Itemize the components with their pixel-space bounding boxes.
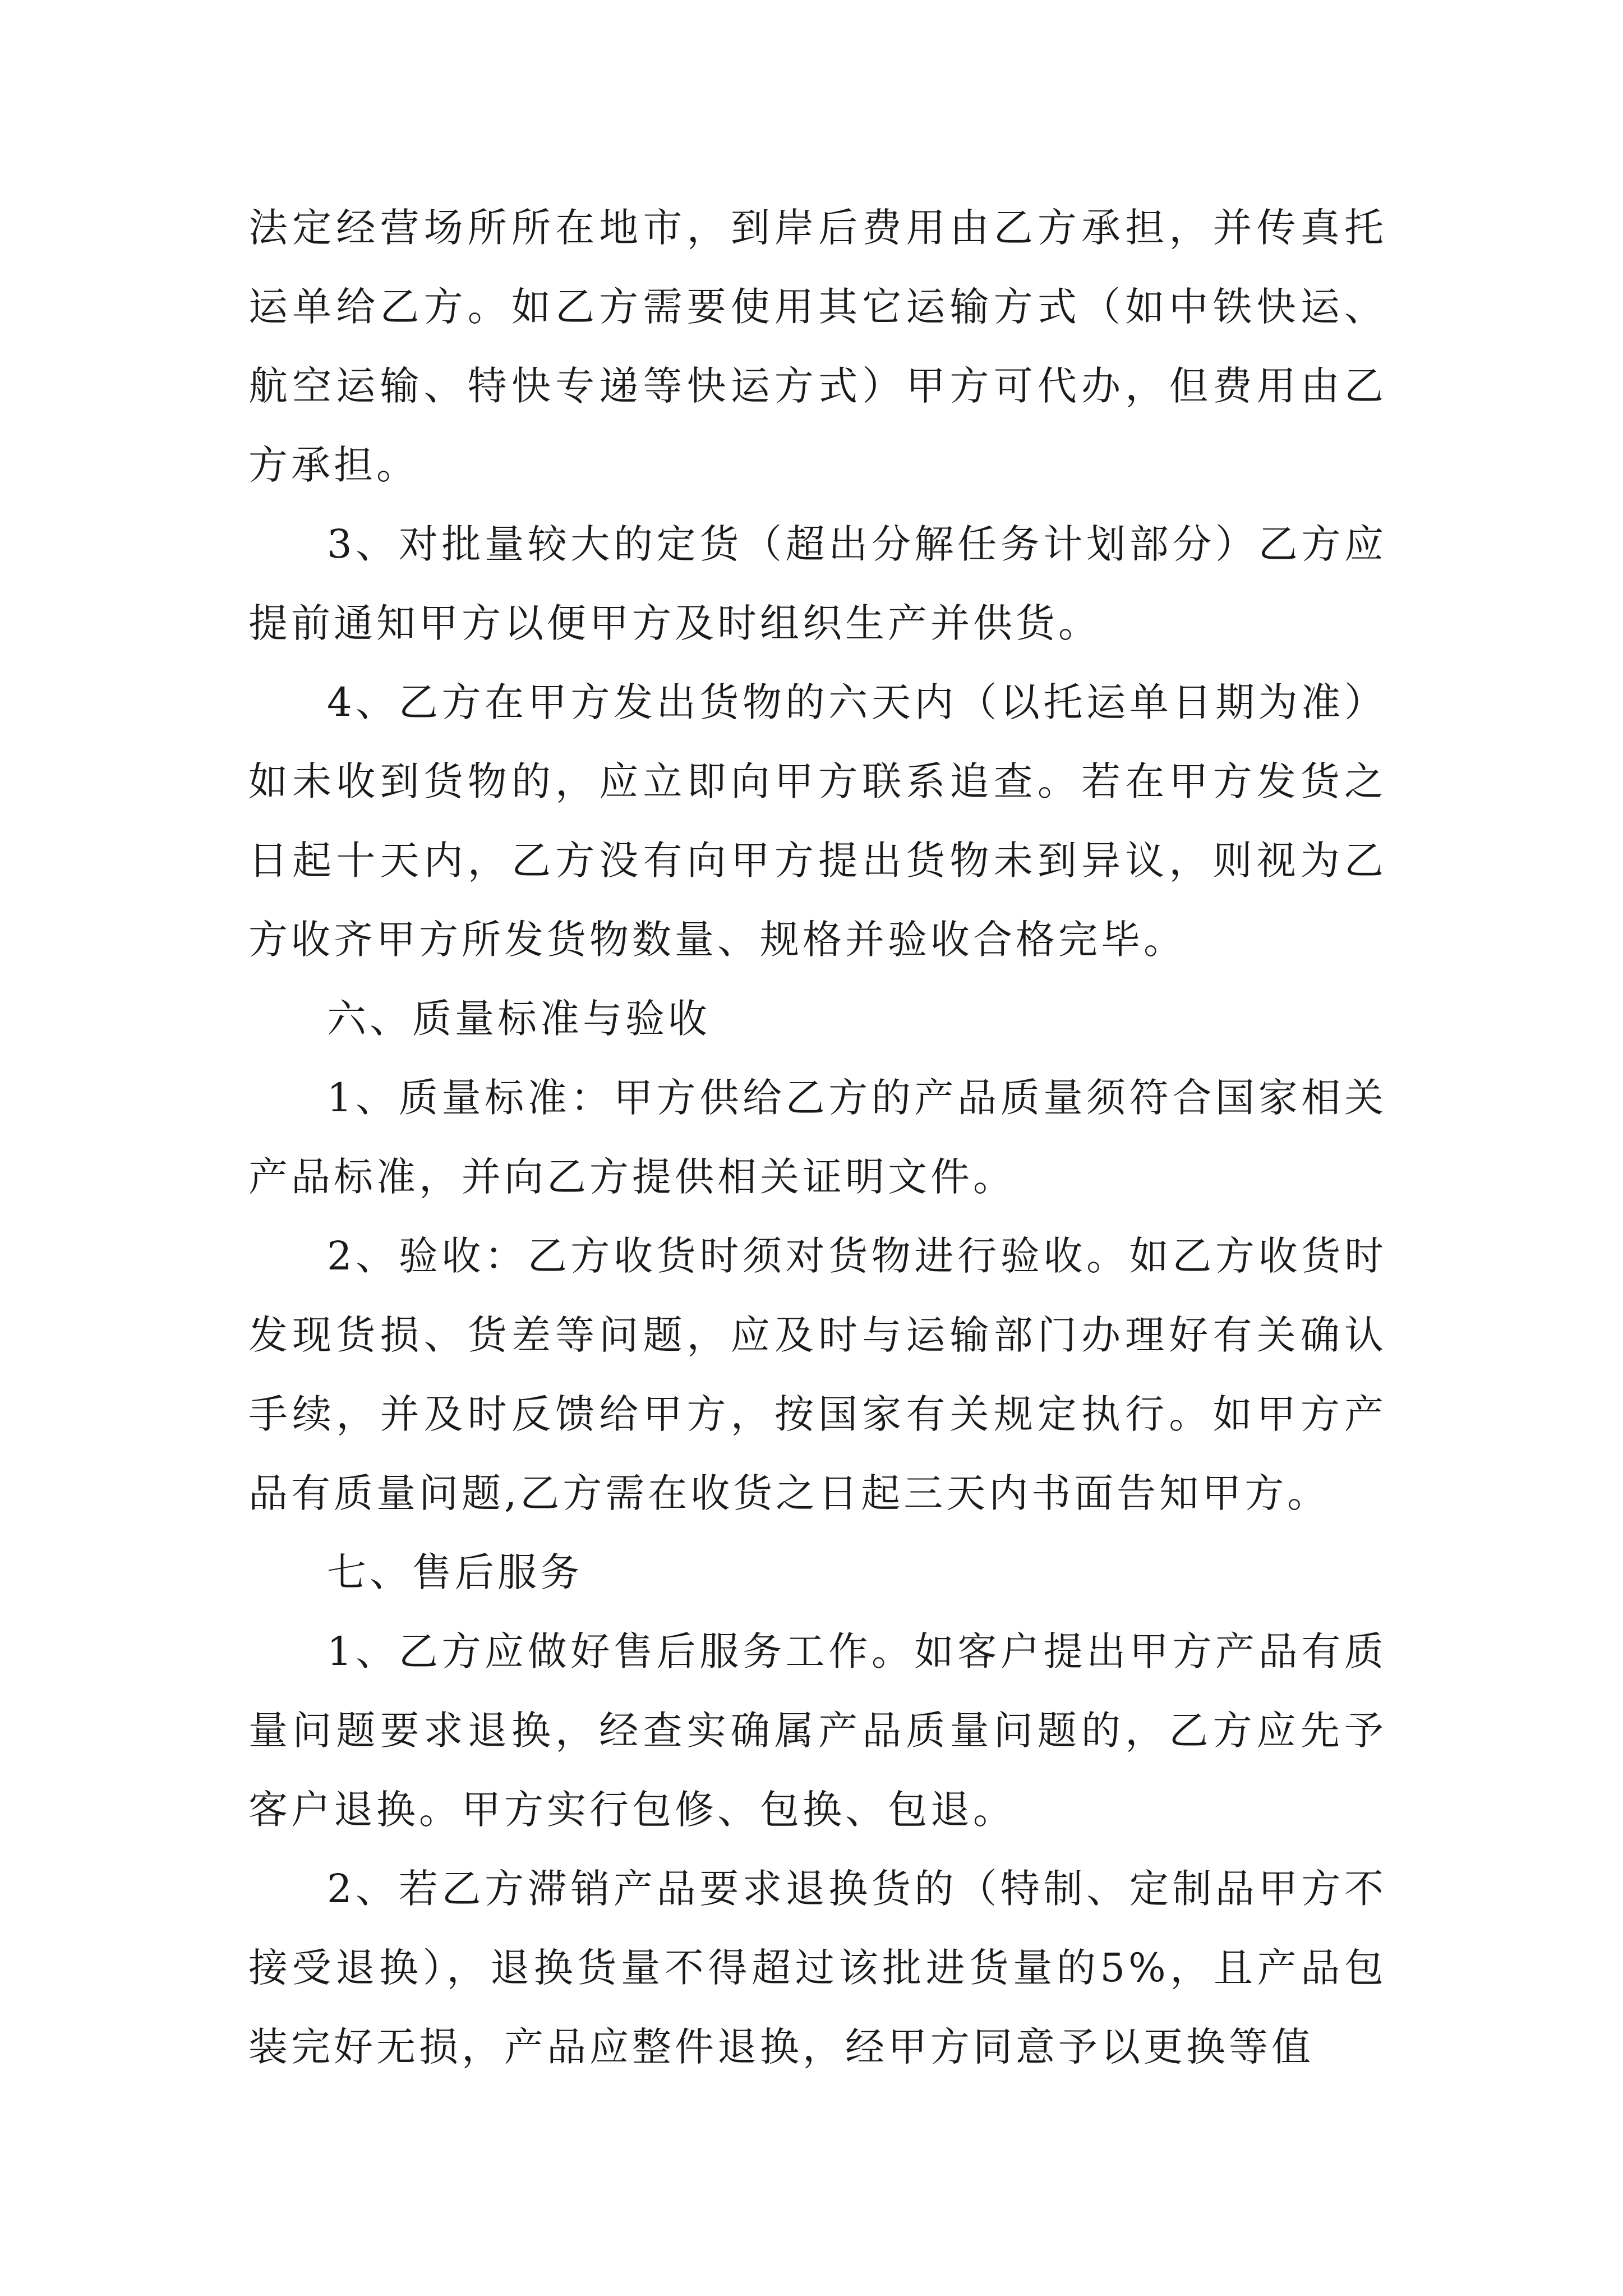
paragraph-quality-standard: 1、质量标准：甲方供给乙方的产品质量须符合国家相关产品标准，并向乙方提供相关证明文件。 [248, 1075, 1387, 1200]
paragraph-return-policy: 2、若乙方滞销产品要求退换货的（特制、定制品甲方不接受退换），退换货量不得超过该批进货量的5%，且产品包装完好无损，产品应整件退换，经甲方同意予以更换等值 [248, 1866, 1387, 2070]
paragraph-after-sales-service: 1、乙方应做好售后服务工作。如客户提出甲方产品有质量问题要求退换，经查实确属产品质量问题的，乙方应先予客户退换。甲方实行包修、包换、包退。 [248, 1628, 1387, 1833]
paragraph-shipping-cost: 法定经营场所所在地市，到岸后费用由乙方承担，并传真托运单给乙方。如乙方需要使用其它运输方式（如中铁快运、航空运输、特快专递等快运方式）甲方可代办，但费用由乙方承担。 [248, 205, 1387, 488]
section-heading-quality: 六、质量标准与验收 [327, 996, 711, 1042]
paragraph-acceptance: 2、验收：乙方收货时须对货物进行验收。如乙方收货时发现货损、货差等问题，应及时与运输部门办理好有关确认手续，并及时反馈给甲方，按国家有关规定执行。如甲方产品有质量问题,乙方需在收货之日起三天内书面告知甲方。 [248, 1233, 1387, 1516]
section-heading-after-sales: 七、售后服务 [327, 1549, 583, 1595]
paragraph-clause-4-delivery-check: 4、乙方在甲方发出货物的六天内（以托运单日期为准）如未收到货物的，应立即向甲方联系追查。若在甲方发货之日起十天内，乙方没有向甲方提出货物未到异议，则视为乙方收齐甲方所发货物数量、规格并验收合格完毕。 [248, 679, 1387, 963]
paragraph-clause-3-bulk-order: 3、对批量较大的定货（超出分解任务计划部分）乙方应提前通知甲方以便甲方及时组织生产并供货。 [248, 521, 1387, 646]
document-body [248, 188, 1387, 2087]
